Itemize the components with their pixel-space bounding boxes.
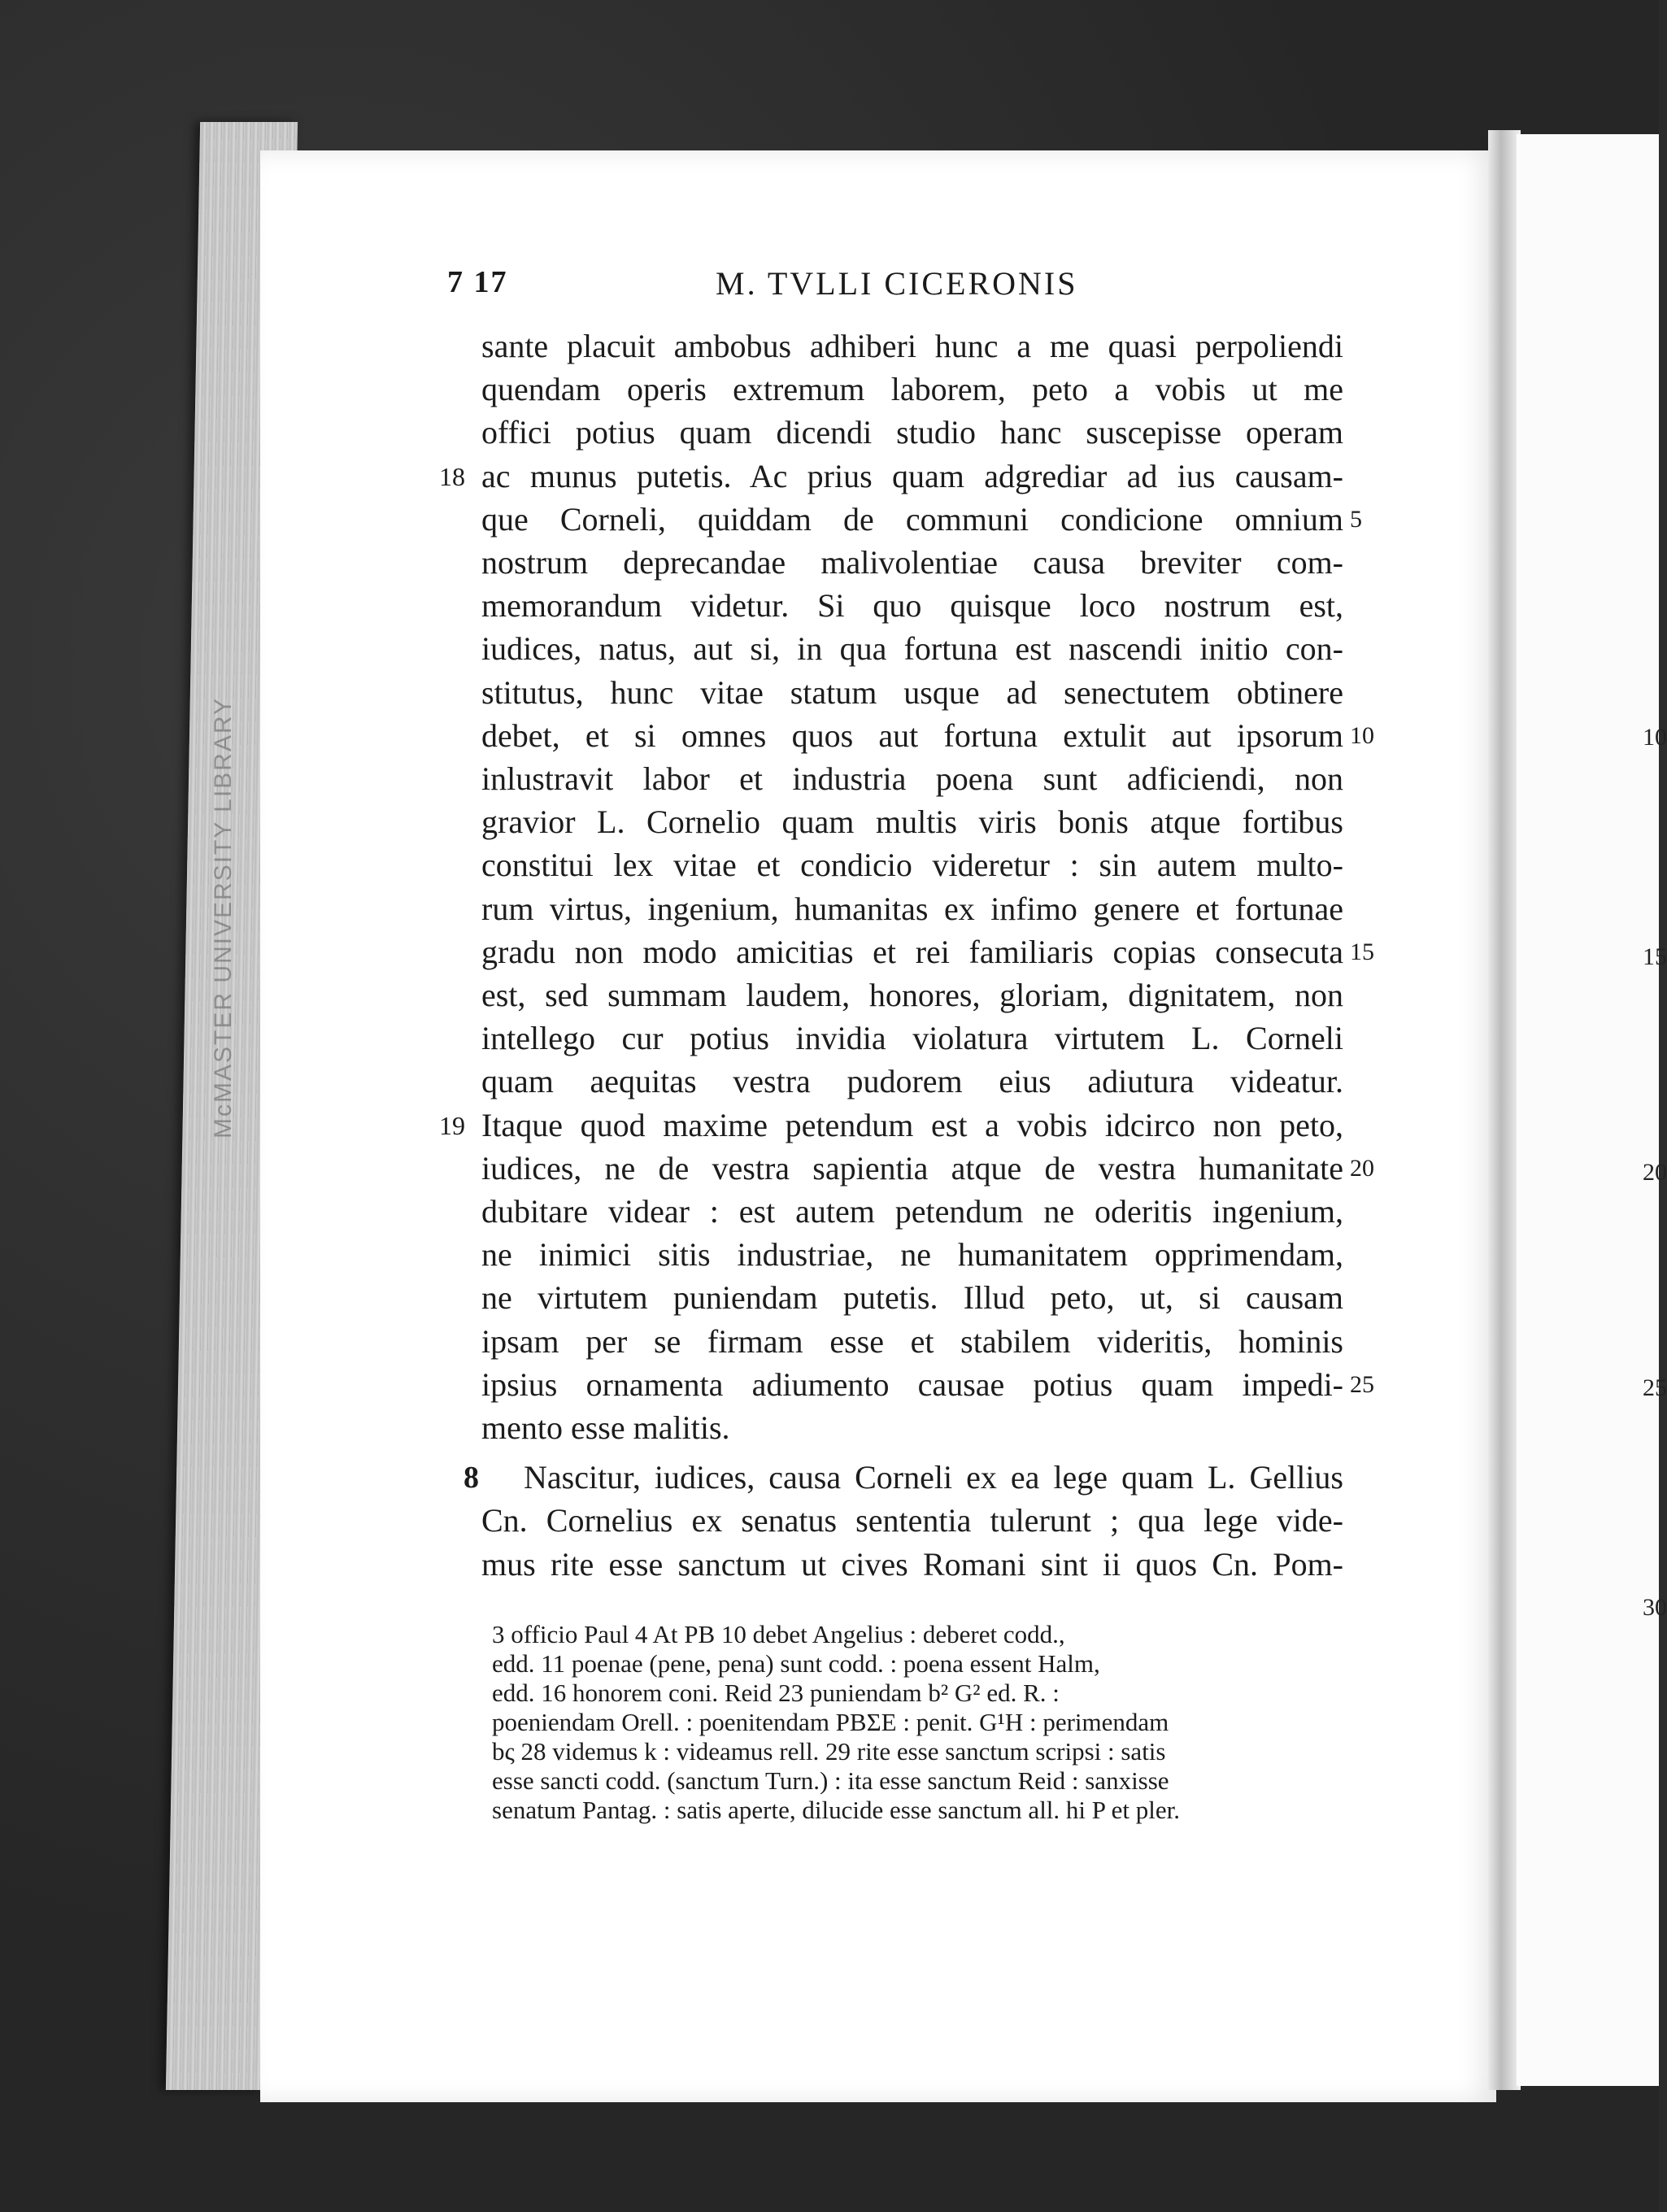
text-line: mus rite esse sanctum ut cives Romani sint ii quos Cn. Pom-: [481, 1545, 1343, 1583]
footnote-line: edd. 16 honorem coni. Reid 23 puniendam b² G² ed. R. :: [492, 1678, 1060, 1707]
right-page: [1517, 134, 1659, 2086]
text-line: Cn. Cornelius ex senatus sententia tulerunt ; qua lege vide-: [481, 1502, 1343, 1539]
text-line: stitutus, hunc vitae statum usque ad senectutem obtinere: [481, 673, 1343, 711]
text-line: nostrum deprecandae malivolentiae causa breviter com-: [481, 544, 1343, 581]
text-line: ne virtutem puniendam putetis. Illud peto, ut, si causam: [481, 1279, 1343, 1317]
line-number: 20: [1350, 1154, 1374, 1182]
text-line: ne inimici sitis industriae, ne humanitatem opprimendam,: [481, 1236, 1343, 1274]
library-stamp: McMASTER UNIVERSITY LIBRARY: [210, 697, 237, 1139]
right-page-line-number: 15: [1643, 943, 1667, 970]
footnote-line: esse sancti codd. (sanctum Turn.) : ita esse sanctum Reid : sanxisse: [492, 1766, 1169, 1795]
text-line: intellego cur potius invidia violatura virtutem L. Corneli: [481, 1020, 1343, 1057]
right-page-line-number: 25: [1643, 1374, 1667, 1401]
footnote-line: edd. 11 poenae (pene, pena) sunt codd. : poena essent Halm,: [492, 1648, 1100, 1678]
text-line: sante placuit ambobus adhiberi hunc a me quasi perpoliendi: [481, 328, 1343, 364]
text-line: iudices, natus, aut si, in qua fortuna est nascendi initio con-: [481, 630, 1343, 668]
section-number: 19: [439, 1110, 465, 1140]
text-line: ipsam per se firmam esse et stabilem videritis, hominis: [481, 1322, 1343, 1360]
text-line: iudices, ne de vestra sapientia atque de vestra humanitate: [481, 1149, 1343, 1187]
text-line: debet, et si omnes quos aut fortuna extulit aut ipsorum: [481, 716, 1343, 754]
right-page-line-number: 30: [1643, 1594, 1667, 1621]
line-number: 5: [1350, 505, 1362, 533]
text-line: offici potius quam dicendi studio hanc suscepisse operam: [481, 414, 1343, 451]
line-number: 15: [1350, 938, 1374, 965]
text-line: inlustravit labor et industria poena sunt adficiendi, non: [481, 760, 1343, 797]
footnote-line: bς 28 videmus k : videamus rell. 29 rite esse sanctum scripsi : satis: [492, 1736, 1166, 1766]
text-line: ac munus putetis. Ac prius quam adgrediar ad ius causam-: [481, 457, 1343, 494]
text-line: dubitare videar : est autem petendum ne oderitis ingenium,: [481, 1193, 1343, 1230]
running-header: [447, 264, 1325, 305]
footnote-line: senatum Pantag. : satis aperte, dilucide esse sanctum all. hi P et pler.: [492, 1795, 1180, 1824]
right-page-line-number: 20: [1643, 1159, 1667, 1186]
text-line: Nascitur, iudices, causa Corneli ex ea lege quam L. Gellius: [524, 1459, 1343, 1496]
text-line: quendam operis extremum laborem, peto a vobis ut me: [481, 371, 1343, 408]
text-line: rum virtus, ingenium, humanitas ex infimo genere et fortunae: [481, 890, 1343, 927]
section-reference: 7 17: [447, 265, 508, 299]
text-line: mento esse malitis.: [481, 1409, 730, 1446]
text-line: Itaque quod maxime petendum est a vobis idcirco non peto,: [481, 1106, 1343, 1143]
text-line: ipsius ornamenta adiumento causae potius quam impedi-: [481, 1365, 1343, 1403]
section-number: 18: [439, 461, 465, 491]
page-title: M. TVLLI CICERONIS: [716, 265, 1078, 302]
text-line: est, sed summam laudem, honores, gloriam, dignitatem, non: [481, 977, 1343, 1013]
footnote-line: 3 officio Paul 4 At PB 10 debet Angelius : deberet codd.,: [492, 1619, 1065, 1648]
footnote-line: poeniendam Orell. : poenitendam PBΣE : penit. G¹H : perimendam: [492, 1707, 1169, 1736]
text-line: memorandum videtur. Si quo quisque loco nostrum est,: [481, 587, 1343, 625]
right-page-line-number: 10: [1643, 724, 1667, 751]
text-line: gradu non modo amicitias et rei familiaris copias consecuta: [481, 933, 1343, 970]
line-number: 10: [1350, 721, 1374, 749]
text-line: gravior L. Cornelio quam multis viris bonis atque fortibus: [481, 803, 1343, 841]
line-number: 25: [1350, 1370, 1374, 1398]
chapter-number: 8: [464, 1461, 479, 1496]
text-line: quam aequitas vestra pudorem eius adiutura videatur.: [481, 1063, 1343, 1100]
text-line: que Corneli, quiddam de communi condicione omnium: [481, 500, 1343, 538]
book-gutter: [1488, 130, 1521, 2090]
text-line: constitui lex vitae et condicio videretur : sin autem multo-: [481, 847, 1343, 884]
